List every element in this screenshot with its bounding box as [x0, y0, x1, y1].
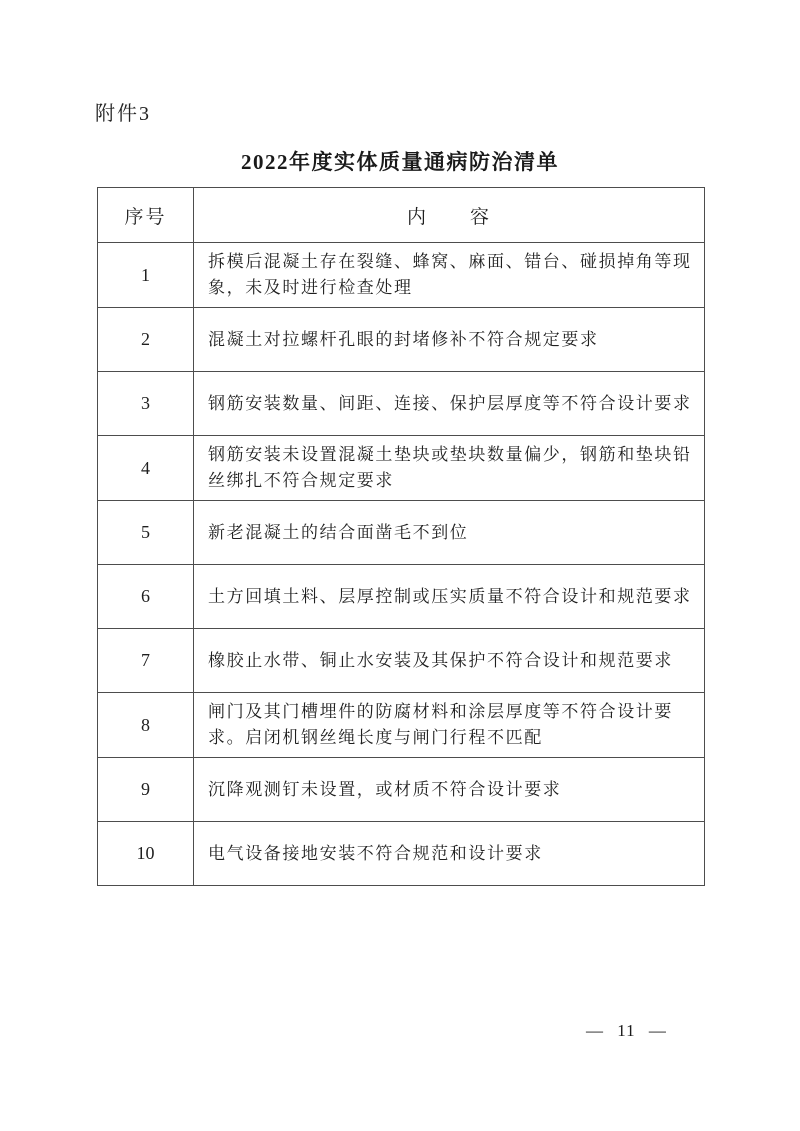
table-header-row — [98, 188, 705, 243]
table-row — [98, 629, 705, 693]
row-index: 1 — [98, 243, 194, 308]
row-index: 2 — [98, 308, 194, 372]
row-content: 土方回填土料、层厚控制或压实质量不符合设计和规范要求 — [194, 565, 705, 629]
row-content: 新老混凝土的结合面凿毛不到位 — [194, 501, 705, 565]
row-index: 6 — [98, 565, 194, 629]
row-content: 拆模后混凝土存在裂缝、蜂窝、麻面、错台、碰损掉角等现象，未及时进行检查处理 — [194, 243, 705, 308]
row-index: 4 — [98, 436, 194, 501]
row-content: 橡胶止水带、铜止水安装及其保护不符合设计和规范要求 — [194, 629, 705, 693]
row-index: 7 — [98, 629, 194, 693]
page-number: — 11 — — [586, 1021, 667, 1040]
row-content: 钢筋安装数量、间距、连接、保护层厚度等不符合设计要求 — [194, 372, 705, 436]
page-title: 2022年度实体质量通病防治清单 — [241, 150, 559, 174]
row-content: 钢筋安装未设置混凝土垫块或垫块数量偏少，钢筋和垫块铅丝绑扎不符合规定要求 — [194, 436, 705, 501]
row-content: 电气设备接地安装不符合规范和设计要求 — [194, 822, 705, 886]
table-row — [98, 758, 705, 822]
row-content: 沉降观测钉未设置，或材质不符合设计要求 — [194, 758, 705, 822]
table-row — [98, 822, 705, 886]
table-row — [98, 436, 705, 501]
table-row — [98, 693, 705, 758]
row-index: 3 — [98, 372, 194, 436]
row-index: 9 — [98, 758, 194, 822]
table-row — [98, 565, 705, 629]
table-row — [98, 243, 705, 308]
column-header-content: 内 容 — [194, 188, 705, 243]
row-index: 10 — [98, 822, 194, 886]
table-row — [98, 372, 705, 436]
table-row — [98, 308, 705, 372]
row-content: 混凝土对拉螺杆孔眼的封堵修补不符合规定要求 — [194, 308, 705, 372]
attachment-label: 附件3 — [95, 103, 151, 125]
row-index: 5 — [98, 501, 194, 565]
row-index: 8 — [98, 693, 194, 758]
table-row — [98, 501, 705, 565]
column-header-index: 序号 — [98, 188, 194, 243]
defect-list-table — [97, 187, 705, 886]
row-content: 闸门及其门槽埋件的防腐材料和涂层厚度等不符合设计要求。启闭机钢丝绳长度与闸门行程不匹配 — [194, 693, 705, 758]
